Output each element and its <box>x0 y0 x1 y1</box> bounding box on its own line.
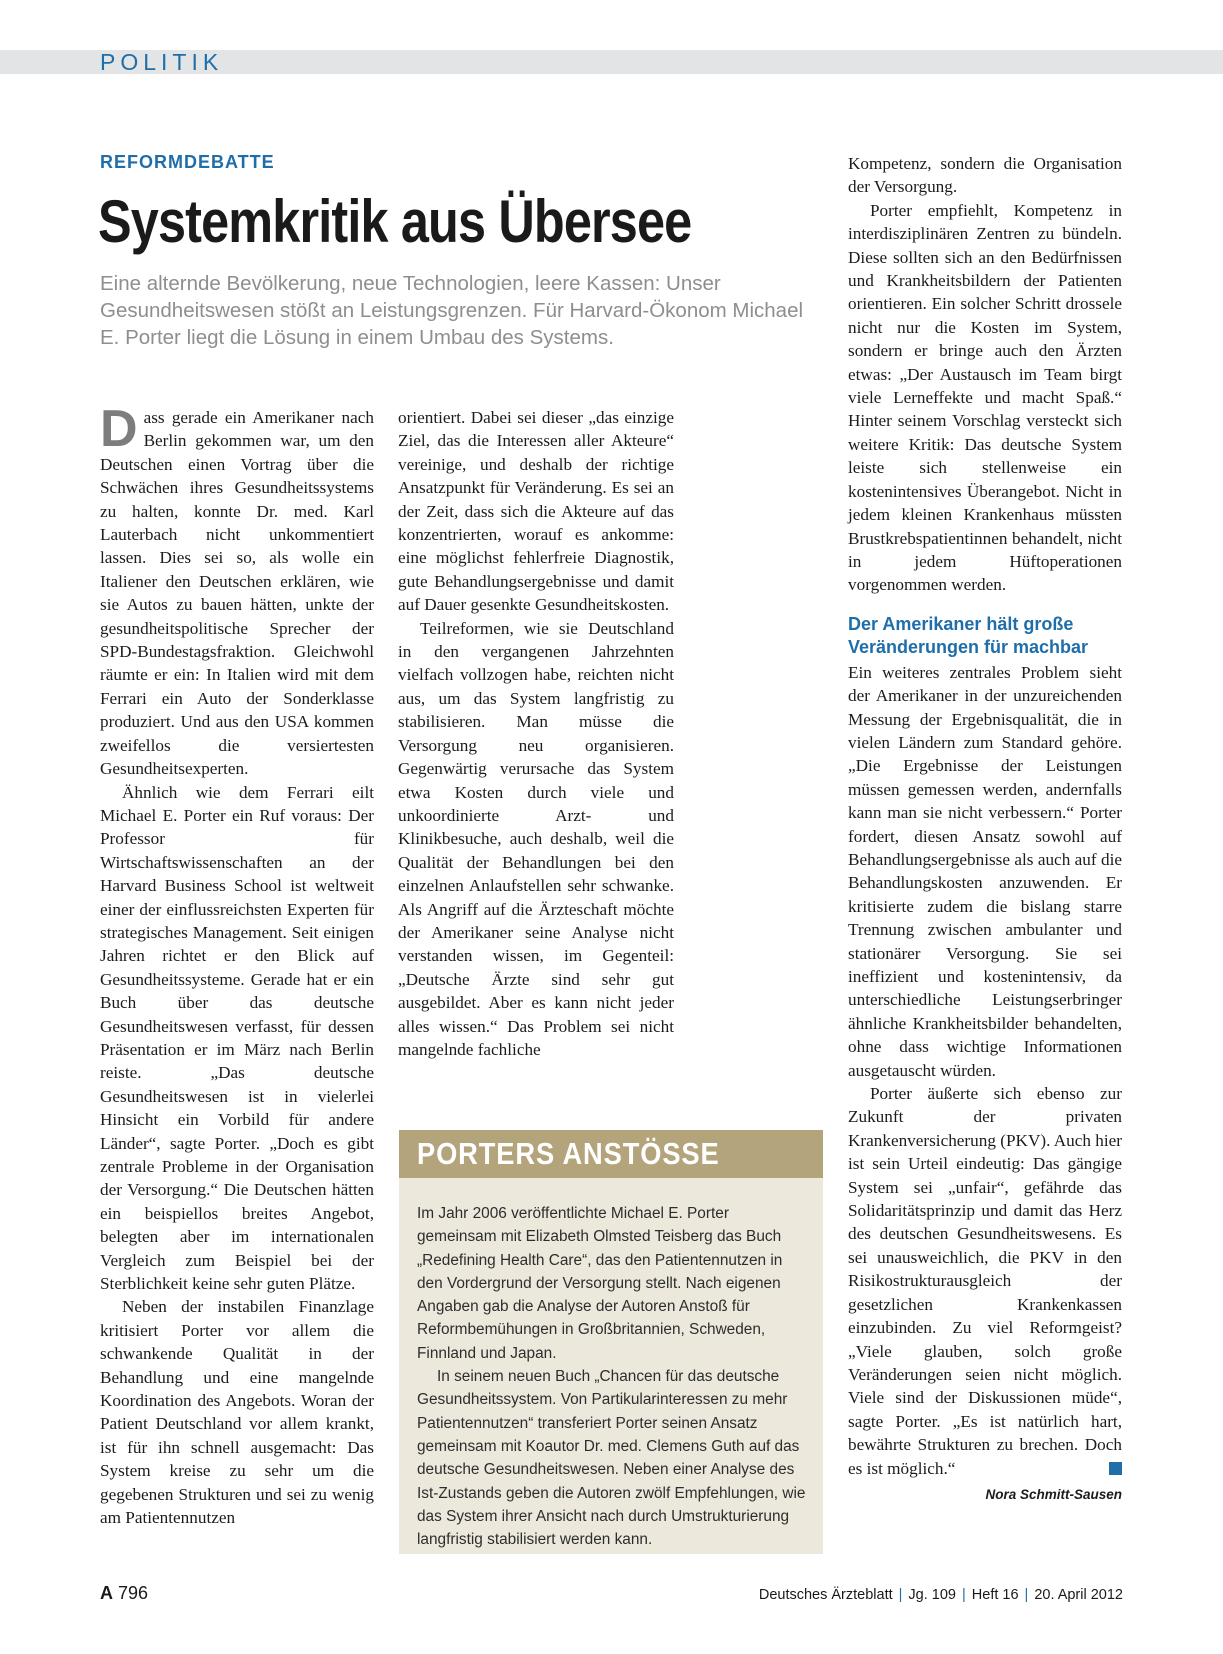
paragraph: orientiert. Dabei sei dieser „das einzige Ziel, das die Interessen aller Akteure“ vereinige, und deshalb der richtige Ansatzpunkt für Veränderung. Es sei an der Zeit, dass sich die Akteure auf das konzentrierten, worauf es ankomme: eine möglichst fehlerfreie Diagnostik, gute Behandlungsergebnisse und damit auf Dauer gesenkte Gesundheitskosten. <box>398 408 674 615</box>
journal-footer <box>759 1587 1123 1603</box>
section-label: POLITIK <box>100 49 224 75</box>
article-column-1 <box>100 400 374 1530</box>
page-number-value: 796 <box>118 1583 149 1603</box>
separator: | <box>962 1587 966 1603</box>
article-deck: Eine alternde Bevölkerung, neue Technologien, leere Kassen: Unser Gesundheitswesen stößt an Leistungsgrenzen. Für Harvard-Ökonom Michael E. Porter liegt die Lösung in einem Umbau des Systems. <box>100 272 804 349</box>
paragraph: Kompetenz, sondern die Organisation der Versorgung. <box>848 154 1122 197</box>
article-headline: Systemkritik aus Übersee <box>98 188 692 255</box>
journal-issue: Heft 16 <box>971 1587 1019 1603</box>
journal-volume: Jg. 109 <box>908 1587 956 1603</box>
end-mark-icon <box>1109 1462 1122 1475</box>
paragraph: Teilreformen, wie sie Deutschland in den vergangenen Jahrzehnten vielfach vollzogen habe, reichten nicht aus, um das System langfristig zu stabilisieren. Man müsse die Versorgung neu organisieren. Gegenwärtig verursache das System etwa Kosten durch viele und unkoordinierte Arzt- und Klinikbesuche, auch deshalb, weil die Qualität der Behandlungen bei den einzelnen Anlaufstellen sehr schwanke. Als Angriff auf die Ärzteschaft möchte der Amerikaner seine Analyse nicht verstanden wissen, im Gegenteil: „Deutsche Ärzte sind sehr gut ausgebildet. Aber es kann nicht jeder alles wissen.“ Das Problem sei nicht mangelnde fachliche <box>398 618 674 1059</box>
paragraph <box>848 1082 1122 1480</box>
info-box-header <box>399 1130 823 1178</box>
paragraph: Ähnlich wie dem Ferrari eilt Michael E. Porter ein Ruf voraus: Der Professor für Wirtschaftswissenschaften an der Harvard Business School ist weltweit einer der einflussreichsten Experten für strategisches Management. Seit einigen Jahren richtet er den Blick auf Gesundheitssysteme. Gerade hat er ein Buch über das deutsche Gesundheitswesen verfasst, für dessen Präsentation er im März nach Berlin reiste. „Das deutsche Gesundheitswesen ist in vielerlei Hinsicht ein Vorbild für andere Länder“, sagte Porter. „Doch es gibt zentrale Probleme in der Organisation der Versorgung.“ Die Deutschen hätten ein beispiellos breites Angebot, belegten aber im internationalen Vergleich zum Beispiel bei der Sterblichkeit keine sehr guten Plätze. <box>100 782 374 1294</box>
paragraph-text: Porter äußerte sich ebenso zur Zukunft der privaten Krankenversicherung (PKV). Auch hier ist sein Urteil eindeutig: Das gängige System sei „unfair“, gefährde das Solidaritätsprinzip und damit das Herz des deutschen Gesundheitswesens. Es sei unausweichlich, die PKV in den Risikostrukturausgleich der gesetzlichen Krankenkassen einzubinden. Zu viel Reformgeist? „Viele glauben, solch große Veränderungen seien nicht möglich. Viele sind der Diskussionen müde“, sagte Porter. „Es ist natürlich hart, bewährte Strukturen zu brechen. Doch es ist möglich.“ <box>848 1084 1122 1478</box>
separator: | <box>898 1587 903 1603</box>
article-column-3 <box>848 152 1122 1506</box>
page-letter: A <box>100 1583 113 1603</box>
paragraph: In seinem neuen Buch „Chancen für das deutsche Gesundheitssystem. Von Partikularinteressen zu mehr Patientennutzen“ transferiert Porter seinen Ansatz gemeinsam mit Koautor Dr. med. Clemens Guth auf das deutsche Gesundheitswesen. Neben einer Analyse des Ist-Zustands geben die Autoren zwölf Empfehlungen, wie das System ihrer Ansicht nach durch Umstrukturierung langfristig stabilisiert werden kann. <box>417 1368 806 1549</box>
info-box-body <box>417 1202 811 1551</box>
paragraph: Neben der instabilen Finanzlage kritisiert Porter vor allem die schwankende Qualität in der Behandlung und eine mangelnde Koordination des Angebots. Woran der Patient Deutschland vor allem krankt, ist für ihn schnell ausgemacht: Das System kreise zu sehr um die gegebenen Strukturen und sei zu wenig am Patientennutzen <box>100 1297 374 1528</box>
separator: | <box>1024 1587 1029 1603</box>
journal-name: Deutsches Ärzteblatt <box>758 1587 893 1603</box>
page-number <box>100 1583 148 1604</box>
drop-cap: D <box>100 400 138 458</box>
paragraph: Ein weiteres zentrales Problem sieht der Amerikaner in der unzureichenden Messung der Ergebnisqualität, die in vielen Ländern zum Standard gehöre. „Die Ergebnisse der Leistungen müssen gemessen werden, andernfalls kann man sie nicht verbessern.“ Porter fordert, diesen Ansatz sowohl auf Behandlungsergebnisse als auch auf die Behandlungskosten anzuwenden. Er kritisierte zudem die bislang starre Trennung zwischen ambulanter und stationärer Versorgung. Sie sei ineffizient und kostenintensiv, da unterschiedliche Leistungserbringer ähnliche Krankheitsbilder behandelten, ohne dass wichtige Informationen ausgetauscht würden. <box>848 662 1122 1080</box>
author-byline: Nora Schmitt-Sausen <box>985 1486 1122 1502</box>
paragraph: Porter empfiehlt, Kompetenz in interdisziplinären Zentren zu bündeln. Diese sollten sich an den Bedürfnissen und Krankheitsbildern der Patienten orientieren. Ein solcher Schritt drossele nicht nur die Kosten im System, sondern er bringe auch den Ärzten etwas: „Der Austausch im Team birgt viele Lerneffekte und macht Spaß.“ Hinter seinem Vorschlag versteckt sich weitere Kritik: Das deutsche System leiste sich stellenweise ein kostenintensives Überangebot. Nicht in jedem kleinen Krankenhaus müssten Brustkrebspatientinnen behandelt, nicht in jedem Hüftoperationen vorgenommen werden. <box>848 200 1122 595</box>
journal-date: 20. April 2012 <box>1034 1587 1123 1603</box>
paragraph <box>100 400 374 781</box>
info-box-title: PORTERS ANSTÖSSE <box>417 1136 720 1171</box>
article-column-2 <box>398 406 674 1061</box>
info-box <box>399 1130 823 1554</box>
kicker: REFORMDEBATTE <box>100 152 275 172</box>
paragraph-text: ass gerade ein Amerikaner nach Berlin gekommen war, um den Deutschen einen Vortrag über die Schwächen ihres Gesundheitssystems zu halten, konnte Dr. med. Karl Lauterbach nicht unkommentiert lassen. Dies sei so, als wolle ein Italiener den Deutschen erklären, wie sie Autos zu bauen hätten, unkte der gesundheitspolitische Sprecher der SPD-Bundestagsfraktion. Gleichwohl räumte er ein: In Italien wird mit dem Ferrari ein Auto der Sonderklasse produziert. Und aus den USA kommen zweifellos die versiertesten Gesundheitsexperten. <box>100 408 374 779</box>
paragraph: Im Jahr 2006 veröffentlichte Michael E. Porter gemeinsam mit Elizabeth Olmsted Teisberg das Buch „Redefining Health Care“, das den Patientennutzen in den Vordergrund der Versorgung stellt. Nach eigenen Angaben gab die Analyse der Autoren Anstoß für Reformbemühungen in Großbritannien, Schweden, Finnland und Japan. <box>417 1205 783 1362</box>
subheading: Der Amerikaner hält große Veränderungen für machbar <box>848 613 1089 657</box>
